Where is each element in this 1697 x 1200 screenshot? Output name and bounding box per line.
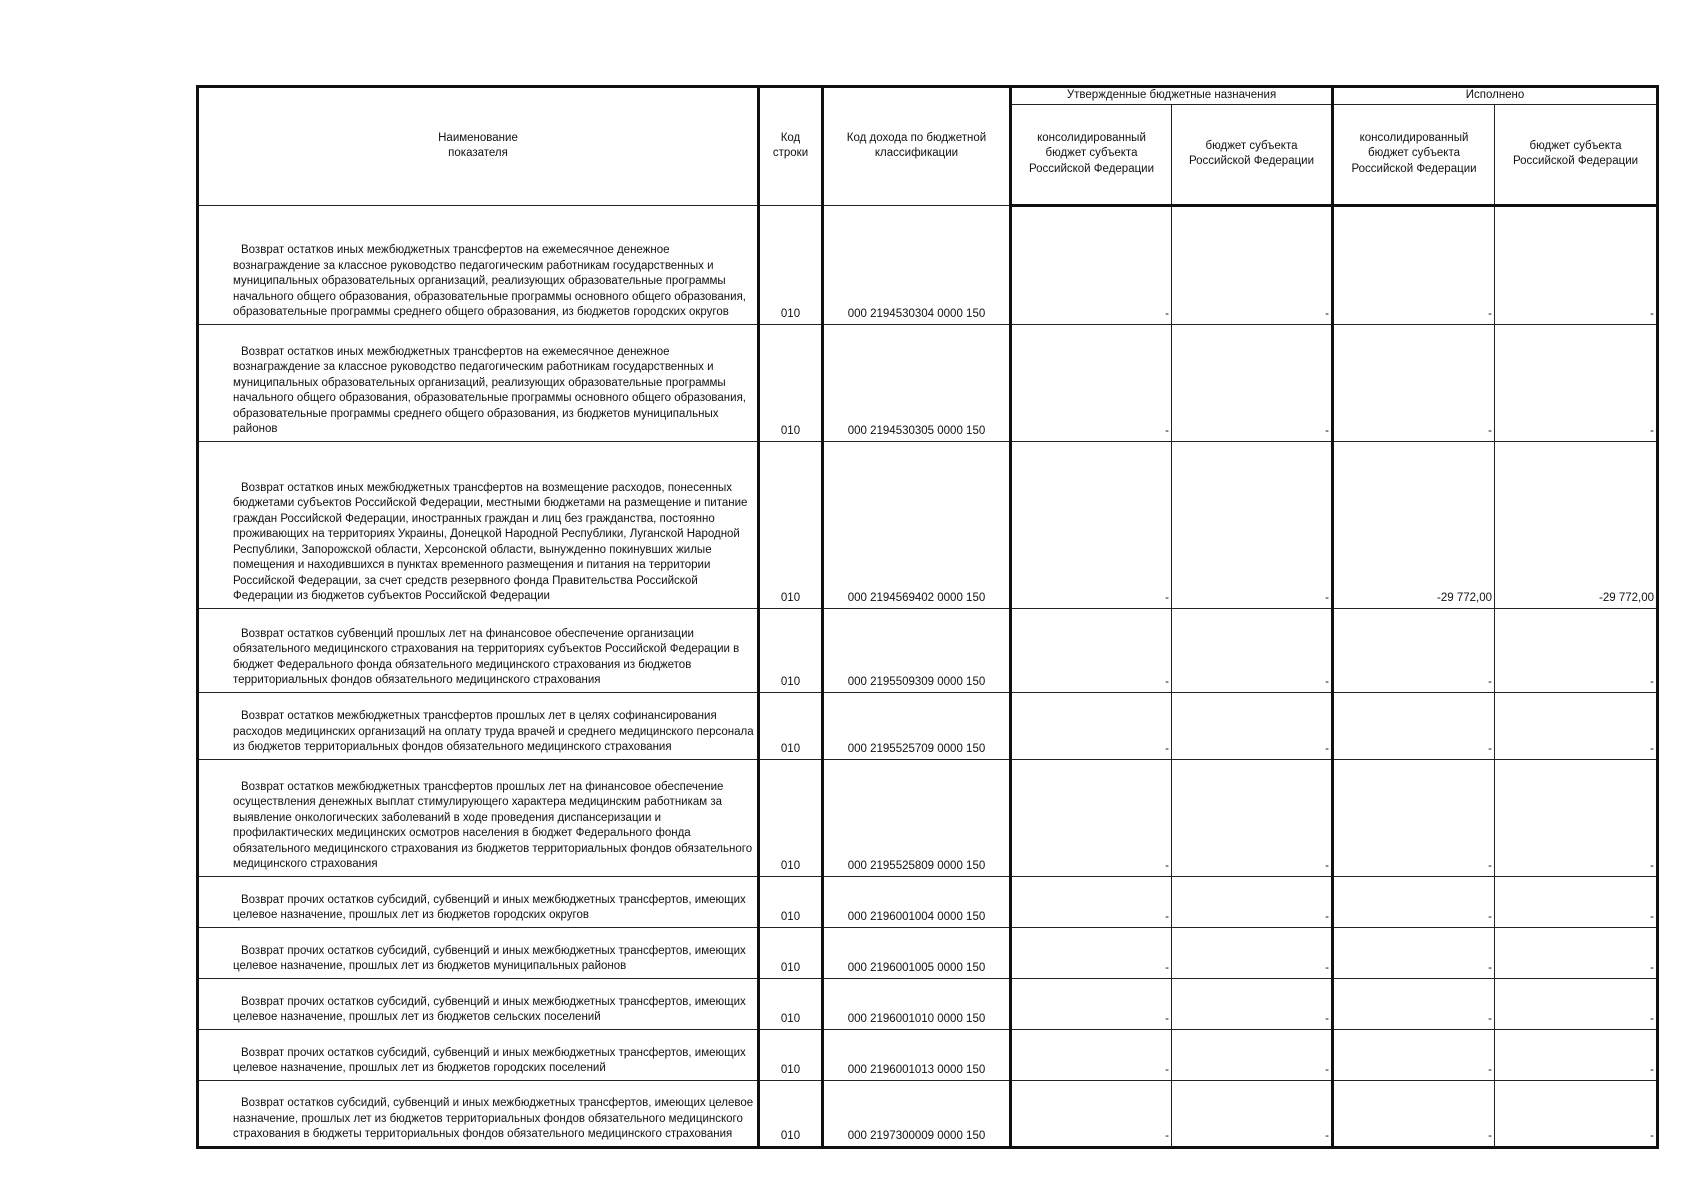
row-name: Возврат прочих остатков субсидий, субвенций и иных межбюджетных трансфертов, имеющих целевое назначение, прошлых лет из бюджетов муниципальных районов	[198, 927, 759, 978]
row-name: Возврат остатков иных межбюджетных трансфертов на возмещение расходов, понесенных бюджетами субъектов Российской Федерации, местными бюджетами на размещение и питание граждан Российской Федерации, иностранных граждан и лиц без гражданства, постоянно проживающих на территориях Украины, Донецкой Народной Республики, Луганской Народной Республики, Запорожской области, Херсонской области, вынужденно покинувших жилые помещения и находившихся в пунктах временного размещения и питания на территории Российской Федерации, за счет средств резервного фонда Правительства Российской Федерации из бюджетов субъектов Российской Федерации	[198, 441, 759, 608]
row-approved-subject: -	[1172, 205, 1333, 324]
row-executed-subject: -	[1495, 927, 1658, 978]
row-executed-subject: -	[1495, 324, 1658, 441]
row-line-code: 010	[759, 324, 823, 441]
row-executed-subject: -	[1495, 759, 1658, 876]
row-name: Возврат остатков субвенций прошлых лет на финансовое обеспечение организации обязательного медицинского страхования на территориях субъектов Российской Федерации в бюджет Федерального фонда обязательного медицинского страхования из бюджетов территориальных фондов обязательного медицинского страхования	[198, 608, 759, 692]
row-income-code: 000 2196001010 0000 150	[823, 978, 1011, 1029]
row-income-code: 000 2195509309 0000 150	[823, 608, 1011, 692]
row-name: Возврат остатков межбюджетных трансфертов прошлых лет на финансовое обеспечение осуществления денежных выплат стимулирующего характера медицинским работникам за выявление онкологических заболеваний в ходе проведения диспансеризации и профилактических медицинских осмотров населения в бюджет Федерального фонда обязательного медицинского страхования из бюджетов территориальных фондов обязательного медицинского страхования	[198, 759, 759, 876]
row-approved-consolidated: -	[1011, 759, 1172, 876]
row-approved-consolidated: -	[1011, 441, 1172, 608]
row-executed-consolidated: -	[1333, 205, 1495, 324]
row-line-code: 010	[759, 978, 823, 1029]
row-income-code: 000 2194569402 0000 150	[823, 441, 1011, 608]
row-line-code: 010	[759, 927, 823, 978]
row-approved-consolidated: -	[1011, 205, 1172, 324]
table-row	[198, 1080, 1658, 1147]
row-name: Возврат остатков межбюджетных трансфертов прошлых лет в целях софинансирования расходов медицинских организаций на оплату труда врачей и среднего медицинского персонала из бюджетов территориальных фондов обязательного медицинского страхования	[198, 692, 759, 759]
table-row	[198, 876, 1658, 927]
budget-execution-table	[196, 85, 1659, 1149]
header-executed-consolidated: консолидированный бюджет субъекта Российской Федерации	[1333, 104, 1495, 205]
header-approved-consolidated: консолидированный бюджет субъекта Российской Федерации	[1011, 104, 1172, 205]
row-line-code: 010	[759, 205, 823, 324]
row-approved-consolidated: -	[1011, 1080, 1172, 1147]
row-approved-subject: -	[1172, 876, 1333, 927]
row-executed-consolidated: -	[1333, 692, 1495, 759]
row-name: Возврат остатков субсидий, субвенций и иных межбюджетных трансфертов, имеющих целевое назначение, прошлых лет из бюджетов территориальных фондов обязательного медицинского страхования в бюджеты территориальных фондов обязательного медицинского страхования	[198, 1080, 759, 1147]
row-executed-consolidated: -	[1333, 876, 1495, 927]
row-executed-consolidated: -	[1333, 324, 1495, 441]
row-approved-subject: -	[1172, 1080, 1333, 1147]
row-income-code: 000 2196001013 0000 150	[823, 1029, 1011, 1080]
row-name: Возврат остатков иных межбюджетных трансфертов на ежемесячное денежное вознаграждение за классное руководство педагогическим работникам государственных и муниципальных образовательных организаций, реализующих образовательные программы начального общего образования, образовательные программы основного общего образования, образовательные программы среднего общего образования, из бюджетов муниципальных районов	[198, 324, 759, 441]
row-approved-subject: -	[1172, 927, 1333, 978]
header-name: Наименование показателя	[198, 87, 759, 206]
row-income-code: 000 2195525809 0000 150	[823, 759, 1011, 876]
row-executed-consolidated: -	[1333, 759, 1495, 876]
row-approved-subject: -	[1172, 759, 1333, 876]
row-executed-consolidated: -	[1333, 1029, 1495, 1080]
header-executed-subject: бюджет субъекта Российской Федерации	[1495, 104, 1658, 205]
row-line-code: 010	[759, 876, 823, 927]
row-line-code: 010	[759, 692, 823, 759]
row-approved-subject: -	[1172, 441, 1333, 608]
table-row	[198, 759, 1658, 876]
row-line-code: 010	[759, 1029, 823, 1080]
row-executed-subject: -	[1495, 876, 1658, 927]
table-row	[198, 692, 1658, 759]
header-approved-subject: бюджет субъекта Российской Федерации	[1172, 104, 1333, 205]
row-executed-subject: -	[1495, 978, 1658, 1029]
row-income-code: 000 2197300009 0000 150	[823, 1080, 1011, 1147]
row-income-code: 000 2195525709 0000 150	[823, 692, 1011, 759]
row-executed-subject: -	[1495, 205, 1658, 324]
row-approved-subject: -	[1172, 324, 1333, 441]
row-name: Возврат прочих остатков субсидий, субвенций и иных межбюджетных трансфертов, имеющих целевое назначение, прошлых лет из бюджетов городских поселений	[198, 1029, 759, 1080]
row-approved-subject: -	[1172, 1029, 1333, 1080]
table-row	[198, 441, 1658, 608]
row-income-code: 000 2194530305 0000 150	[823, 324, 1011, 441]
row-income-code: 000 2196001005 0000 150	[823, 927, 1011, 978]
header-line-code: Код строки	[759, 87, 823, 206]
row-line-code: 010	[759, 441, 823, 608]
row-approved-consolidated: -	[1011, 692, 1172, 759]
row-executed-subject: -	[1495, 608, 1658, 692]
row-approved-consolidated: -	[1011, 608, 1172, 692]
row-approved-consolidated: -	[1011, 978, 1172, 1029]
row-approved-consolidated: -	[1011, 324, 1172, 441]
table-row	[198, 324, 1658, 441]
header-group-approved: Утвержденные бюджетные назначения	[1011, 87, 1333, 105]
row-name: Возврат прочих остатков субсидий, субвенций и иных межбюджетных трансфертов, имеющих целевое назначение, прошлых лет из бюджетов городских округов	[198, 876, 759, 927]
row-executed-consolidated: -	[1333, 978, 1495, 1029]
table-row	[198, 978, 1658, 1029]
row-approved-subject: -	[1172, 608, 1333, 692]
row-income-code: 000 2194530304 0000 150	[823, 205, 1011, 324]
row-executed-consolidated: -	[1333, 1080, 1495, 1147]
row-approved-consolidated: -	[1011, 876, 1172, 927]
table-row	[198, 927, 1658, 978]
row-executed-subject: -	[1495, 1080, 1658, 1147]
row-line-code: 010	[759, 759, 823, 876]
row-line-code: 010	[759, 1080, 823, 1147]
table-row	[198, 205, 1658, 324]
table-row	[198, 1029, 1658, 1080]
row-executed-consolidated: -29 772,00	[1333, 441, 1495, 608]
row-income-code: 000 2196001004 0000 150	[823, 876, 1011, 927]
row-executed-subject: -29 772,00	[1495, 441, 1658, 608]
header-group-executed: Исполнено	[1333, 87, 1658, 105]
row-name: Возврат прочих остатков субсидий, субвенций и иных межбюджетных трансфертов, имеющих целевое назначение, прошлых лет из бюджетов сельских поселений	[198, 978, 759, 1029]
row-executed-consolidated: -	[1333, 927, 1495, 978]
row-approved-subject: -	[1172, 692, 1333, 759]
row-executed-subject: -	[1495, 1029, 1658, 1080]
row-approved-consolidated: -	[1011, 927, 1172, 978]
row-executed-subject: -	[1495, 692, 1658, 759]
row-approved-consolidated: -	[1011, 1029, 1172, 1080]
row-approved-subject: -	[1172, 978, 1333, 1029]
row-name: Возврат остатков иных межбюджетных трансфертов на ежемесячное денежное вознаграждение за классное руководство педагогическим работникам государственных и муниципальных образовательных организаций, реализующих образовательные программы начального общего образования, образовательные программы основного общего образования, образовательные программы среднего общего образования, из бюджетов городских округов	[198, 205, 759, 324]
header-income-code: Код дохода по бюджетной классификации	[823, 87, 1011, 206]
row-executed-consolidated: -	[1333, 608, 1495, 692]
row-line-code: 010	[759, 608, 823, 692]
table-row	[198, 608, 1658, 692]
